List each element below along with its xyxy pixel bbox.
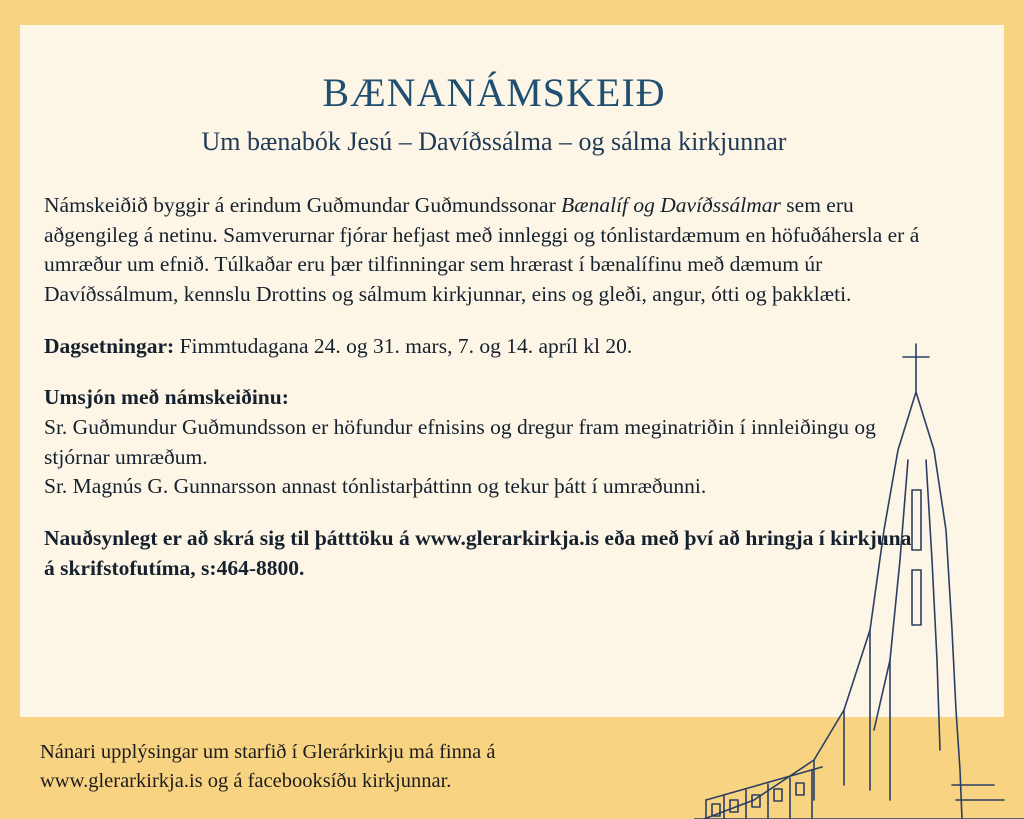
supervision-line-2: Sr. Magnús G. Gunnarsson annast tónlistarþáttinn og tekur þátt í umræðunni. <box>44 474 707 499</box>
page-subtitle: Um bænabók Jesú – Davíðssálma – og sálma kirkjunnar <box>201 127 787 156</box>
poster-content <box>44 43 944 583</box>
footer <box>40 738 640 796</box>
supervision-line-1: Sr. Guðmundur Guðmundsson er höfundur efnisins og dregur fram meginatriðin í innleiðingu og stjórnar umræðum. <box>44 414 876 469</box>
intro-paragraph <box>44 191 924 310</box>
dates-label: Dagsetningar: <box>44 333 175 358</box>
intro-part-2: sem eru aðgengileg á netinu. Samverurnar fjórar hefjast með innleggi og tónlistardæmum en höfuðáhersla er á umræður um efnið. Túlkaðar eru þær tilfinningar sem hrærast í bænalífinu með dæmum úr Davíðssálmum, kennslu Drottins og sálmum kirkjunnar, eins og gleði, angur, ótti og þakklæti. <box>44 193 920 306</box>
dates-value: Fimmtudagana 24. og 31. mars, 7. og 14. apríl kl 20. <box>174 333 633 358</box>
intro-italic-title: Bænalíf og Davíðssálmar <box>561 193 781 217</box>
registration-note: Nauðsynlegt er að skrá sig til þátttöku á www.glerarkirkja.is eða með því að hringja í kirkjuna á skrifstofutíma, s:464-8800. <box>44 525 912 580</box>
poster-panel <box>20 25 1004 717</box>
page-title: BÆNANÁMSKEIÐ <box>322 70 666 115</box>
supervision-heading: Umsjón með námskeiðinu: <box>44 385 289 410</box>
footer-line-2: www.glerarkirkja.is og á facebooksíðu kirkjunnar. <box>40 770 452 793</box>
intro-part-1: Námskeiðið byggir á erindum Guðmundar Guðmundssonar <box>44 193 562 217</box>
spacer <box>44 502 924 524</box>
dates-paragraph <box>44 332 924 362</box>
body-text <box>44 191 924 583</box>
footer-line-1: Nánari upplýsingar um starfið í Glerárkirkju má finna á <box>40 741 496 763</box>
spacer <box>44 310 924 332</box>
spacer <box>44 361 924 383</box>
